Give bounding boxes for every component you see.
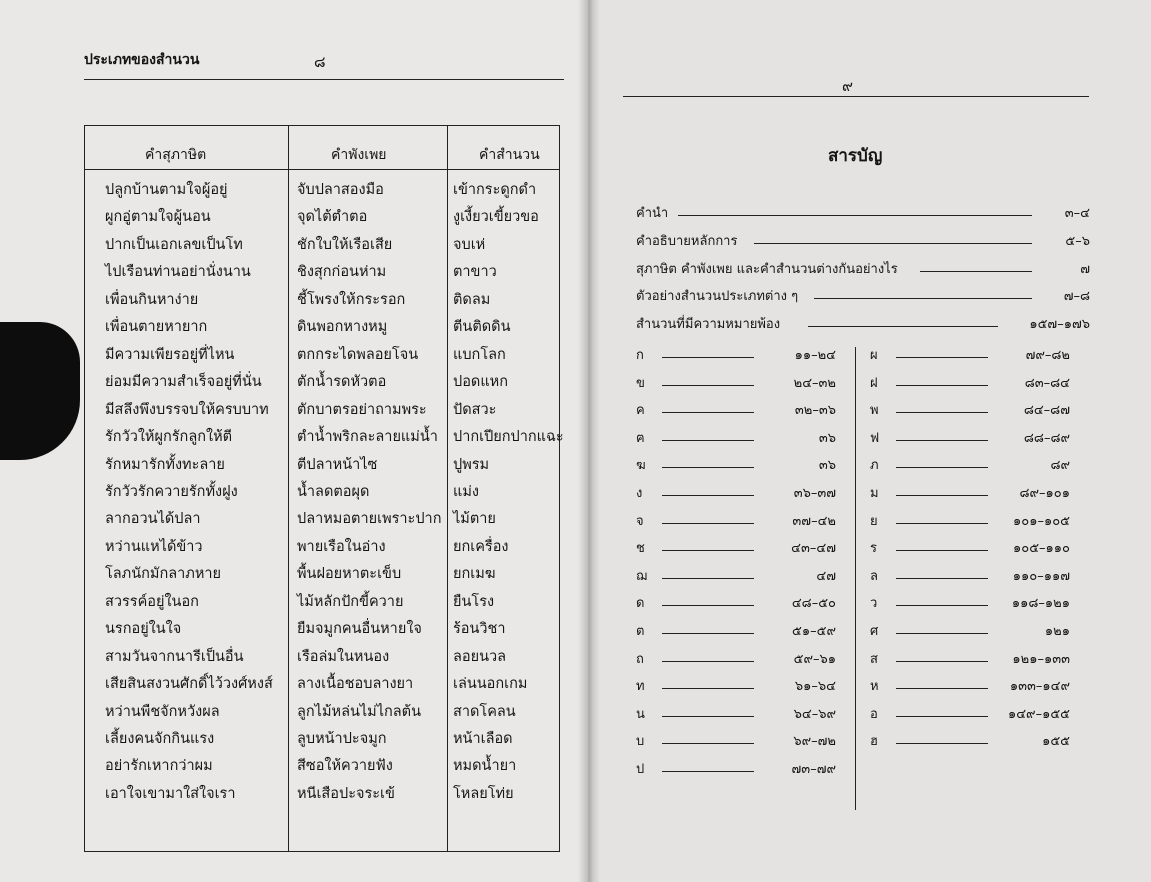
index-entry <box>870 592 1070 610</box>
index-letter: ม <box>870 486 879 501</box>
contents-item-label: ตัวอย่างสำนวนประเภทต่าง ๆ <box>636 289 799 304</box>
table-cell: ร้อนวิชา <box>453 621 506 638</box>
index-entry <box>636 730 836 748</box>
index-pages: ๕๙–๖๑ <box>793 651 836 667</box>
index-pages: ๑๒๑ <box>1044 624 1070 639</box>
table-cell: ลูกไม้หล่นไม่ไกลต้น <box>297 703 422 720</box>
leader-rule <box>662 605 754 606</box>
index-entry <box>870 510 1070 528</box>
table-cell: ลูบหน้าปะจมูก <box>297 731 387 747</box>
table-cell: ยกเครื่อง <box>453 538 509 555</box>
index-entry <box>636 399 836 417</box>
index-entry <box>636 454 836 472</box>
index-letter: ง <box>636 486 643 501</box>
table-cell: ตักบาตรอย่าถามพระ <box>297 401 427 418</box>
index-letter: ผ <box>870 348 878 363</box>
index-entry <box>636 648 836 666</box>
leader-rule <box>662 523 754 524</box>
table-cell: ชิงสุกก่อนห่าม <box>297 264 387 281</box>
table-cell: เล่นนอกเกม <box>453 676 528 693</box>
leader-rule <box>896 440 988 441</box>
leader-rule <box>662 440 754 441</box>
table-cell: ตาขาว <box>453 264 497 281</box>
table-cell: ลอยนวล <box>453 648 507 665</box>
leader-rule <box>662 578 754 579</box>
index-entry <box>636 510 836 528</box>
index-pages: ๔๓–๔๗ <box>791 541 836 557</box>
contents-item-pages: ๓–๔ <box>1064 206 1090 221</box>
table-cell: ผูกอู่ตามใจผู้นอน <box>105 209 211 226</box>
index-letter: ต <box>636 624 645 639</box>
book-gutter-shadow <box>578 0 600 882</box>
index-letter: ท <box>636 679 645 695</box>
index-entry <box>870 730 1070 748</box>
table-cell: ปลาหมอตายเพราะปาก <box>297 511 442 528</box>
index-pages: ๖๙–๗๒ <box>793 734 836 750</box>
table-cell: สามวันจากนารีเป็นอื่น <box>105 648 244 665</box>
table-cell: ปอดแหก <box>453 374 509 391</box>
table-cell: นรกอยู่ในใจ <box>105 621 182 638</box>
contents-item-label: สุภาษิต คำพังเพย และคำสำนวนต่างกันอย่างไร <box>636 262 898 277</box>
table-cell: ตีปลาหน้าไซ <box>297 456 378 473</box>
table-cell: สีซอให้ควายฟัง <box>297 758 393 775</box>
table-cell: เพื่อนตายหายาก <box>105 319 208 336</box>
index-letter: พ <box>870 403 879 419</box>
table-cell: งูเงี้ยวเขี้ยวขอ <box>453 209 539 226</box>
leader-rule <box>662 633 754 634</box>
table-cell: ปัดสวะ <box>453 401 497 418</box>
index-letter: ด <box>636 596 645 612</box>
index-pages: ๕๑–๕๙ <box>792 624 836 639</box>
index-letter: ร <box>870 541 877 557</box>
table-cell: เสียสินสงวนศักดิ์ไว้วงศ์หงส์ <box>105 676 273 693</box>
leader-rule <box>896 385 988 386</box>
table-cell: รักหมารักทั้งทะลาย <box>105 456 225 473</box>
contents-item <box>636 202 1090 220</box>
table-cell: หน้าเลือด <box>453 731 513 747</box>
leader-rule <box>662 357 754 358</box>
table-cell: สวรรค์อยู่ในอก <box>105 593 199 610</box>
table-cell: ไปเรือนท่านอย่านั่งนาน <box>105 264 251 281</box>
table-cell: เอาใจเขามาใส่ใจเรา <box>105 785 236 802</box>
index-letter: ว <box>870 596 878 612</box>
index-pages: ๑๐๕–๑๑๐ <box>1013 541 1070 557</box>
index-letter: ภ <box>870 458 879 474</box>
index-entry <box>636 372 836 390</box>
index-entry <box>636 344 836 362</box>
index-entry <box>870 427 1070 445</box>
index-letter: ค <box>636 403 645 419</box>
table-cell: มีความเพียรอยู่ที่ไหน <box>105 346 235 363</box>
index-pages: ๔๗ <box>816 568 836 584</box>
contents-item-pages: ๗–๘ <box>1063 289 1090 304</box>
index-entry <box>870 620 1070 638</box>
table-cell: ยกเมฆ <box>453 566 496 583</box>
table-cell: รักวัวให้ผูกรักลูกให้ตี <box>105 429 233 446</box>
running-head: ประเภทของสำนวน <box>84 52 200 68</box>
contents-item <box>636 313 1090 331</box>
column-header-proverb: คำสุภาษิต <box>145 147 207 163</box>
index-pages: ๓๖ <box>818 458 836 474</box>
table-cell: ตกกระไดพลอยโจน <box>297 346 419 363</box>
leader-rule <box>678 215 1032 216</box>
column-header-saying: คำพังเพย <box>331 147 387 163</box>
leader-rule <box>754 243 1032 244</box>
index-entry <box>636 675 836 693</box>
column-divider <box>288 126 289 851</box>
table-cell: อย่ารักเหากว่าผม <box>105 758 213 775</box>
index-pages: ๖๑–๖๔ <box>794 679 836 695</box>
leader-rule <box>814 298 1032 299</box>
index-letter: ห <box>870 679 879 695</box>
index-letter: ศ <box>870 624 879 639</box>
leader-rule <box>662 661 754 662</box>
leader-rule <box>896 688 988 689</box>
index-letter: ฝ <box>870 375 878 391</box>
index-letter: ช <box>636 541 645 557</box>
table-cell: ยืมจมูกคนอื่นหายใจ <box>297 621 422 638</box>
leader-rule <box>896 633 988 634</box>
index-pages: ๗๙–๘๒ <box>1025 348 1070 363</box>
index-pages: ๑๕๕ <box>1042 734 1070 750</box>
index-pages: ๑๑–๒๔ <box>794 348 836 363</box>
table-cell: ปูพรม <box>453 456 490 473</box>
index-pages: ๘๙ <box>1050 458 1070 474</box>
table-cell: จบเห่ <box>453 236 486 253</box>
index-entry <box>636 482 836 500</box>
leader-rule <box>662 467 754 468</box>
table-cell: โลภนักมักลาภหาย <box>105 566 222 583</box>
index-entry <box>870 454 1070 472</box>
leader-rule <box>896 743 988 744</box>
index-entry <box>870 372 1070 390</box>
index-entry <box>870 703 1070 721</box>
table-cell: หว่านแหได้ข้าว <box>105 538 203 555</box>
index-entry <box>636 427 836 445</box>
index-letter: ฮ <box>870 734 878 750</box>
proverb-table <box>84 125 564 852</box>
leader-rule <box>662 495 754 496</box>
leader-rule <box>662 688 754 689</box>
table-cell: โหลยโท่ย <box>453 785 514 802</box>
leader-rule <box>662 743 754 744</box>
leader-rule <box>896 550 988 551</box>
contents-item-pages: ๗ <box>1080 262 1090 277</box>
leader-rule <box>896 495 988 496</box>
table-cell: สาดโคลน <box>453 703 516 720</box>
header-rule <box>84 79 564 80</box>
index-pages: ๑๒๑–๑๓๓ <box>1012 651 1070 667</box>
header-divider <box>85 169 559 170</box>
table-cell: ไม้หลักปักขี้ควาย <box>297 593 404 610</box>
index-entry <box>636 620 836 638</box>
index-entry <box>870 565 1070 583</box>
index-pages: ๑๑๘–๑๒๑ <box>1011 596 1070 612</box>
leader-rule <box>662 385 754 386</box>
index-letter: ป <box>636 762 645 777</box>
leader-rule <box>662 716 754 717</box>
table-cell: ตำน้ำพริกละลายแม่น้ำ <box>297 429 438 446</box>
index-entry <box>636 592 836 610</box>
table-cell: ยืนโรง <box>453 593 495 610</box>
table-cell: ไม้ตาย <box>453 511 496 528</box>
index-entry <box>870 399 1070 417</box>
index-letter: ข <box>636 375 645 391</box>
contents-item-pages: ๑๕๗–๑๗๖ <box>1029 317 1090 332</box>
table-cell: เข้ากระดูกดำ <box>453 182 537 198</box>
contents-item-label: คำนำ <box>636 206 669 221</box>
table-cell: ย่อมมีความสำเร็จอยู่ที่นั่น <box>105 374 262 391</box>
table-cell: ลากอวนได้ปลา <box>105 511 201 528</box>
table-cell: ชักใบให้เรือเสีย <box>297 236 393 253</box>
table-cell: มีสลึงพึงบรรจบให้ครบบาท <box>105 401 269 418</box>
table-cell: ดินพอกหางหมู <box>297 319 388 336</box>
index-letter: จ <box>636 513 644 529</box>
table-cell: จุดไต้ตำตอ <box>297 209 368 226</box>
index-entry <box>636 565 836 583</box>
right-page-number: ๙ <box>842 77 853 95</box>
index-entry <box>870 648 1070 666</box>
index-entry <box>870 675 1070 693</box>
index-entry <box>870 344 1070 362</box>
index-pages: ๘๔–๘๗ <box>1023 403 1070 419</box>
index-letter: ล <box>870 568 878 584</box>
index-pages: ๑๔๙–๑๕๕ <box>1007 706 1070 722</box>
leader-rule <box>662 550 754 551</box>
leader-rule <box>662 412 754 413</box>
table-cell: ชี้โพรงให้กระรอก <box>297 291 406 308</box>
index-entry <box>870 537 1070 555</box>
table-cell: หมดน้ำยา <box>453 758 517 775</box>
table-cell: ปากเปียกปากแฉะ <box>453 429 564 446</box>
table-cell: หว่านพืชจักหวังผล <box>105 703 220 720</box>
contents-item-label: สำนวนที่มีความหมายพ้อง <box>636 317 781 332</box>
table-cell: น้ำลดตอผุด <box>297 483 370 500</box>
index-letter: ฅ <box>636 430 645 446</box>
leader-rule <box>808 326 998 327</box>
table-cell: ติดลม <box>453 291 491 308</box>
leader-rule <box>896 605 988 606</box>
index-letter: ส <box>870 651 878 667</box>
index-entry <box>870 482 1070 500</box>
index-pages: ๔๘–๕๐ <box>791 596 836 612</box>
leader-rule <box>662 771 754 772</box>
table-cell: ลางเนื้อชอบลางยา <box>297 676 414 693</box>
leader-rule <box>896 716 988 717</box>
index-letter: ก <box>636 348 644 363</box>
left-page-number: ๘ <box>314 53 326 71</box>
index-pages: ๘๙–๑๐๑ <box>1019 486 1070 501</box>
index-letter: น <box>636 706 645 722</box>
index-letter: ฆ <box>636 458 646 474</box>
table-cell: หนีเสือปะจระเข้ <box>297 785 395 802</box>
index-letter: ถ <box>636 651 644 667</box>
table-cell: แบกโลก <box>453 346 506 363</box>
table-cell: ตักน้ำรดหัวตอ <box>297 374 387 391</box>
table-cell: เพื่อนกินหาง่าย <box>105 291 199 308</box>
table-cell: ปลูกบ้านตามใจผู้อยู่ <box>105 182 228 198</box>
leader-rule <box>896 412 988 413</box>
index-pages: ๓๖–๓๗ <box>793 486 836 501</box>
index-letter: ฟ <box>870 430 880 446</box>
table-cell: พื้นฝอยหาตะเข็บ <box>297 566 402 583</box>
index-letter: อ <box>870 706 878 722</box>
index-pages: ๘๘–๘๙ <box>1023 430 1070 446</box>
table-cell: เลี้ยงคนจักกินแรง <box>105 731 215 747</box>
index-pages: ๒๔–๓๒ <box>793 375 836 391</box>
table-cell: จับปลาสองมือ <box>297 182 384 198</box>
leader-rule <box>896 661 988 662</box>
index-entry <box>636 703 836 721</box>
leader-rule <box>896 467 988 468</box>
index-pages: ๓๒–๓๖ <box>794 403 836 419</box>
contents-item-pages: ๕–๖ <box>1065 234 1090 249</box>
index-pages: ๓๖ <box>818 430 836 446</box>
index-letter: ฌ <box>636 568 648 584</box>
contents-title: สารบัญ <box>828 146 883 166</box>
column-divider <box>447 126 448 851</box>
index-column-divider <box>855 347 856 810</box>
header-rule <box>623 96 1089 97</box>
table-cell: พายเรือในอ่าง <box>297 538 386 555</box>
index-letter: บ <box>636 734 645 750</box>
index-entry <box>636 758 836 776</box>
contents-item <box>636 258 1090 276</box>
index-letter: ย <box>870 513 878 529</box>
leader-rule <box>896 357 988 358</box>
index-pages: ๖๔–๖๙ <box>793 706 836 722</box>
index-pages: ๓๗–๔๒ <box>792 513 836 529</box>
column-header-idiom: คำสำนวน <box>479 147 540 163</box>
contents-item <box>636 285 1090 303</box>
table-cell: เรือล่มในหนอง <box>297 648 390 665</box>
index-pages: ๑๐๑–๑๐๕ <box>1013 513 1070 529</box>
index-pages: ๗๓–๗๙ <box>791 762 836 777</box>
table-cell: แม่ง <box>453 483 479 500</box>
table-cell: รักวัวรักควายรักทั้งฝูง <box>105 483 238 500</box>
table-cell: ตีนติดดิน <box>453 319 511 336</box>
index-pages: ๑๓๓–๑๔๙ <box>1009 679 1070 695</box>
contents-item <box>636 230 1090 248</box>
leader-rule <box>896 578 988 579</box>
index-pages: ๑๑๐–๑๑๗ <box>1012 568 1070 584</box>
table-cell: ปากเป็นเอกเลขเป็นโท <box>105 236 243 253</box>
index-entry <box>636 537 836 555</box>
index-pages: ๘๓–๘๔ <box>1024 375 1070 391</box>
leader-rule <box>896 523 988 524</box>
leader-rule <box>920 271 1032 272</box>
contents-item-label: คำอธิบายหลักการ <box>636 234 738 249</box>
